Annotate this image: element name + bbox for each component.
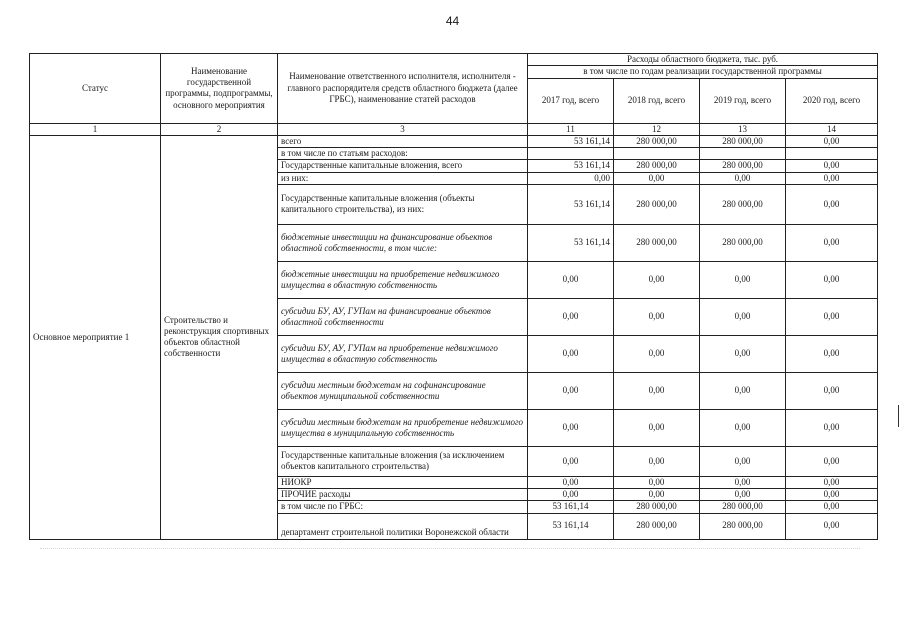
header-expenses: Расходы областного бюджета, тыс. руб.	[528, 54, 878, 66]
value-2017: 53 161,14	[528, 513, 614, 539]
index-cell: 3	[278, 123, 528, 135]
value-2017: 0,00	[528, 489, 614, 501]
header-year-2020: 2020 год, всего	[786, 78, 878, 123]
value-2017	[528, 148, 614, 160]
header-year-2019: 2019 год, всего	[700, 78, 786, 123]
row-label: бюджетные инвестиции на финансирование объектов областной собственности, в том числе:	[278, 224, 528, 261]
value-2018: 0,00	[614, 476, 700, 488]
value-2018: 280 000,00	[614, 135, 700, 147]
value-2020: 0,00	[786, 476, 878, 488]
index-row	[30, 123, 878, 135]
row-label: в том числе по ГРБС:	[278, 501, 528, 513]
value-2017: 53 161,14	[528, 184, 614, 224]
scan-noise-line	[40, 548, 860, 550]
value-2018	[614, 148, 700, 160]
value-2020: 0,00	[786, 409, 878, 446]
value-2019: 0,00	[700, 446, 786, 476]
program-name-cell: Строительство и реконструкция спортивных объектов областной собственности	[161, 135, 278, 539]
value-2017: 0,00	[528, 372, 614, 409]
value-2019: 0,00	[700, 298, 786, 335]
value-2018: 0,00	[614, 489, 700, 501]
value-2019: 0,00	[700, 172, 786, 184]
value-2020: 0,00	[786, 513, 878, 539]
page-number: 44	[445, 14, 460, 28]
header-status: Статус	[30, 54, 161, 124]
scan-edge-mark	[898, 405, 899, 427]
value-2018: 0,00	[614, 298, 700, 335]
value-2019: 280 000,00	[700, 160, 786, 172]
row-label: всего	[278, 135, 528, 147]
value-2018: 280 000,00	[614, 184, 700, 224]
row-label: из них:	[278, 172, 528, 184]
row-label: в том числе по статьям расходов:	[278, 148, 528, 160]
value-2017: 53 161,14	[528, 135, 614, 147]
value-2018: 0,00	[614, 172, 700, 184]
row-label: ПРОЧИЕ расходы	[278, 489, 528, 501]
row-label: Государственные капитальные вложения (объекты капитального строительства), из них:	[278, 184, 528, 224]
row-label: субсидии БУ, АУ, ГУПам на приобретение недвижимого имущества в областную собственность	[278, 335, 528, 372]
row-label: НИОКР	[278, 476, 528, 488]
row-label: субсидии местным бюджетам на приобретение недвижимого имущества в муниципальную собственность	[278, 409, 528, 446]
value-2019	[700, 148, 786, 160]
value-2019: 0,00	[700, 335, 786, 372]
row-label: Государственные капитальные вложения, всего	[278, 160, 528, 172]
value-2017: 53 161,14	[528, 501, 614, 513]
value-2020	[786, 148, 878, 160]
header-year-2018: 2018 год, всего	[614, 78, 700, 123]
value-2017: 0,00	[528, 335, 614, 372]
row-label: субсидии местным бюджетам на софинансирование объектов муниципальной собственности	[278, 372, 528, 409]
value-2019: 0,00	[700, 409, 786, 446]
row-label: департамент строительной политики Воронежской области	[278, 513, 528, 539]
value-2020: 0,00	[786, 335, 878, 372]
status-cell: Основное мероприятие 1	[30, 135, 161, 539]
index-cell: 2	[161, 123, 278, 135]
value-2020: 0,00	[786, 298, 878, 335]
header-executor: Наименование ответственного исполнителя, исполнителя - главного распорядителя средств областного бюджета (далее ГРБС), наименование статей расходов	[278, 54, 528, 124]
value-2017: 0,00	[528, 261, 614, 298]
index-cell: 11	[528, 123, 614, 135]
value-2020: 0,00	[786, 489, 878, 501]
value-2019: 280 000,00	[700, 501, 786, 513]
value-2020: 0,00	[786, 372, 878, 409]
value-2018: 0,00	[614, 261, 700, 298]
value-2017: 53 161,14	[528, 224, 614, 261]
budget-table	[29, 53, 878, 540]
value-2020: 0,00	[786, 184, 878, 224]
header-program-name: Наименование государственной программы, подпрограммы, основного мероприятия	[161, 54, 278, 124]
value-2019: 0,00	[700, 372, 786, 409]
row-label: субсидии БУ, АУ, ГУПам на финансирование объектов областной собственности	[278, 298, 528, 335]
value-2018: 280 000,00	[614, 224, 700, 261]
index-cell: 12	[614, 123, 700, 135]
value-2018: 0,00	[614, 372, 700, 409]
value-2018: 280 000,00	[614, 513, 700, 539]
value-2019: 0,00	[700, 261, 786, 298]
index-cell: 1	[30, 123, 161, 135]
value-2018: 0,00	[614, 335, 700, 372]
value-2020: 0,00	[786, 224, 878, 261]
value-2017: 0,00	[528, 172, 614, 184]
value-2020: 0,00	[786, 160, 878, 172]
value-2018: 0,00	[614, 446, 700, 476]
index-cell: 13	[700, 123, 786, 135]
value-2017: 0,00	[528, 476, 614, 488]
value-2020: 0,00	[786, 135, 878, 147]
value-2020: 0,00	[786, 172, 878, 184]
value-2019: 280 000,00	[700, 224, 786, 261]
value-2018: 0,00	[614, 409, 700, 446]
value-2019: 280 000,00	[700, 513, 786, 539]
value-2019: 280 000,00	[700, 184, 786, 224]
row-label: бюджетные инвестиции на приобретение недвижимого имущества в областную собственность	[278, 261, 528, 298]
value-2017: 0,00	[528, 409, 614, 446]
table-row	[30, 135, 878, 147]
index-cell: 14	[786, 123, 878, 135]
value-2020: 0,00	[786, 501, 878, 513]
value-2019: 0,00	[700, 476, 786, 488]
value-2017: 0,00	[528, 298, 614, 335]
value-2019: 0,00	[700, 489, 786, 501]
header-year-2017: 2017 год, всего	[528, 78, 614, 123]
value-2017: 53 161,14	[528, 160, 614, 172]
value-2018: 280 000,00	[614, 501, 700, 513]
value-2020: 0,00	[786, 446, 878, 476]
value-2020: 0,00	[786, 261, 878, 298]
row-label: Государственные капитальные вложения (за исключением объектов капитального строительства)	[278, 446, 528, 476]
value-2018: 280 000,00	[614, 160, 700, 172]
header-by-years: в том числе по годам реализации государственной программы	[528, 66, 878, 78]
value-2017: 0,00	[528, 446, 614, 476]
value-2019: 280 000,00	[700, 135, 786, 147]
